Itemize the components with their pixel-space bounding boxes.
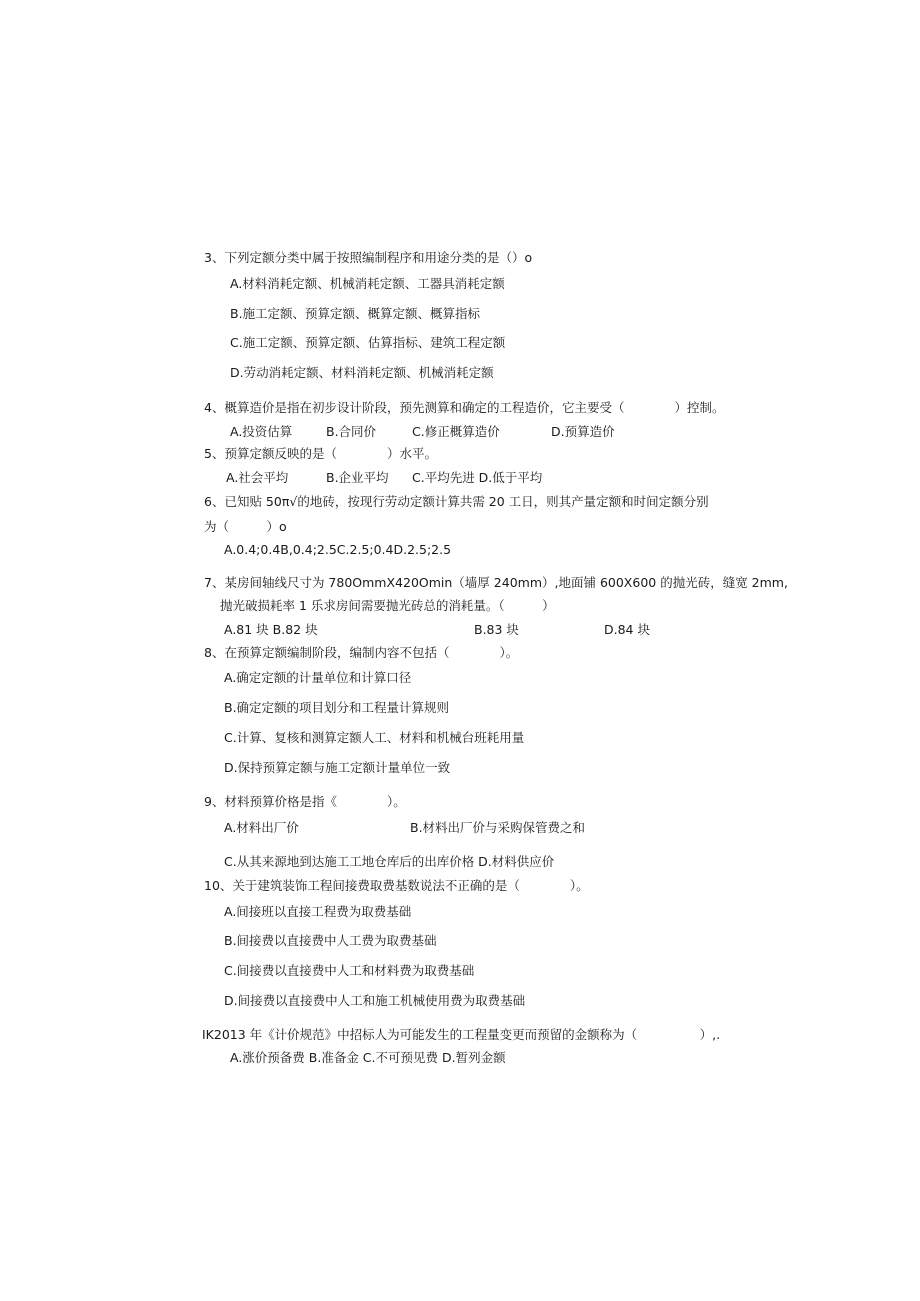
q9-option-b: B.材料出厂价与采购保管费之和 <box>410 820 586 835</box>
q9-option-a: A.材料出厂价 <box>224 820 299 835</box>
q7-stem-line1: 7、某房间轴线尺寸为 780OmmX420Omin（墙厚 240mm）,地面铺 600X600 的抛光砖，缝宽 2mm, <box>204 575 788 590</box>
q7-option-ab: A.81 块 B.82 块 <box>224 622 318 637</box>
q11-stem: IK2013 年《计价规范》中招标人为可能发生的工程量变更而预留的金额称为（ ）,. <box>202 1027 721 1042</box>
q9-stem: 9、材料预算价格是指《 ）。 <box>204 794 406 809</box>
q7-option-d: D.84 块 <box>604 622 650 637</box>
q3-option-b: B.施工定额、预算定额、概算定额、概算指标 <box>230 306 481 321</box>
q7-stem-line2: 抛光破损耗率 1 乐求房间需要抛光砖总的消耗量。（ ） <box>220 598 555 613</box>
q6-stem-line1: 6、已知贴 50π√的地砖，按现行劳动定额计算共需 20 工日，则其产量定额和时间定额分别 <box>204 494 709 509</box>
q11-options: A.涨价预备费 B.准备金 C.不可预见费 D.暂列金额 <box>230 1050 506 1065</box>
q4-option-c: C.修正概算造价 <box>412 424 500 439</box>
q9-option-cd: C.从其来源地到达施工工地仓库后的出库价格 D.材料供应价 <box>224 854 555 869</box>
q3-stem: 3、下列定额分类中属于按照编制程序和用途分类的是（）o <box>204 250 533 265</box>
q8-option-c: C.计算、复核和测算定额人工、材料和机械台班耗用量 <box>224 730 525 745</box>
q6-options: A.0.4;0.4B,0.4;2.5C.2.5;0.4D.2.5;2.5 <box>224 542 452 557</box>
q4-option-a: A.投资估算 <box>230 424 293 439</box>
q8-option-b: B.确定定额的项目划分和工程量计算规则 <box>224 700 450 715</box>
q4-stem: 4、概算造价是指在初步设计阶段，预先测算和确定的工程造价，它主要受（ ）控制。 <box>204 400 725 415</box>
q10-option-c: C.间接费以直接费中人工和材料费为取费基础 <box>224 963 475 978</box>
q5-option-b: B.企业平均 <box>326 470 389 485</box>
q10-option-b: B.间接费以直接费中人工费为取费基础 <box>224 933 437 948</box>
q10-option-a: A.间接班以直接工程费为取费基础 <box>224 904 412 919</box>
q5-option-cd: C.平均先进 D.低于平均 <box>412 470 543 485</box>
q5-option-a: A.社会平均 <box>226 470 289 485</box>
q8-stem: 8、在预算定额编制阶段，编制内容不包括（ ）。 <box>204 645 519 660</box>
q8-option-d: D.保持预算定额与施工定额计量单位一致 <box>224 760 451 775</box>
q8-option-a: A.确定定额的计量单位和计算口径 <box>224 670 412 685</box>
q10-stem: 10、关于建筑装饰工程间接费取费基数说法不正确的是（ ）。 <box>204 878 589 893</box>
q10-option-d: D.间接费以直接费中人工和施工机械使用费为取费基础 <box>224 993 526 1008</box>
q5-stem: 5、预算定额反映的是（ ）水平。 <box>204 446 437 461</box>
q3-option-c: C.施工定额、预算定额、估算指标、建筑工程定额 <box>230 335 506 350</box>
q4-option-b: B.合同价 <box>326 424 377 439</box>
q7-option-c: B.83 块 <box>474 622 519 637</box>
q3-option-a: A.材料消耗定额、机械消耗定额、工器具消耗定额 <box>230 276 505 291</box>
q4-option-d: D.预算造价 <box>551 424 615 439</box>
q6-stem-line2: 为（ ）o <box>204 519 287 534</box>
q3-option-d: D.劳动消耗定额、材料消耗定额、机械消耗定额 <box>230 365 494 380</box>
